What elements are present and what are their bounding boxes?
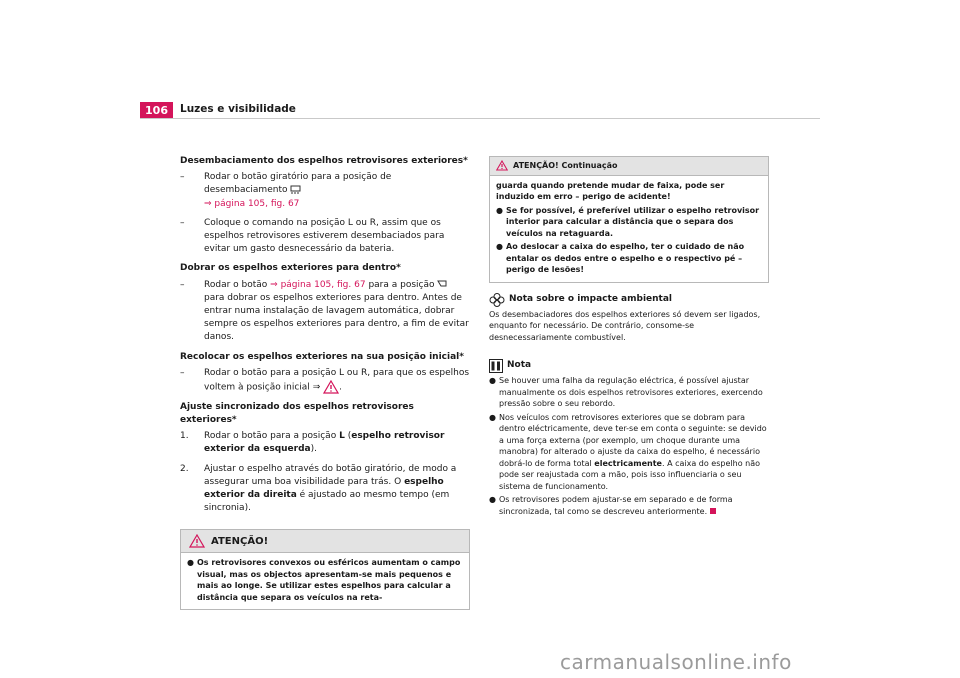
sync-step-2: 2. Ajustar o espelho através do botão giratório, de modo a assegurar uma boa visibilidade para trás. O espelho exterior da direita é ajustado ao mesmo tempo (em sincronia). [180,463,457,514]
note-heading: Nota [489,359,769,373]
env-note-text: Os desembaciadores dos espelhos exteriores só devem ser ligados, enquanto for necessário. De contrário, consome-se desnecessariamente combustível. [489,309,761,342]
link-page-105-fold[interactable]: página 105, fig. 67 [280,279,366,290]
left-column [180,155,470,610]
heading-fold: Dobrar os espelhos exteriores para dentro* [180,263,401,274]
page-number: 106 [140,102,173,119]
section-title: Luzes e visibilidade [180,103,296,115]
warning-continued-box [489,156,769,283]
flower-environment-icon [489,293,505,307]
env-note-heading: Nota sobre o impacte ambiental [489,293,769,307]
warning-box [180,529,470,610]
warning-triangle-icon [496,160,508,171]
fold-step: – Rodar o botão ⇒ página 105, fig. 67 para a posição para dobrar os espelhos exteriores para dentro. Antes de entrar numa instalação de lavagem automática, dobrar sempre os espelhos exteriores para dentro, a fim de evitar danos. [180,279,469,343]
header-divider [140,118,820,119]
warning-body: ● Os retrovisores convexos ou esféricos aumentam o campo visual, mas os objectos apresentam-se mais pequenos e mais ao longe. Se utilizar estes espelhos para calcular a distância que separa os veículos na reta- [181,553,469,609]
warning-continued-body: guarda quando pretende mudar de faixa, pode ser induzido em erro – perigo de acidente! ● Se for possível, é preferível utilizar o espelho retrovisor interior para calcular a distância que o separa dos veículos na retaguarda. ● Ao deslocar a caixa do espelho, ter o cuidado de não entalar os dedos entre o espelho e o respectivo pé – perigo de lesões! [490,176,768,282]
warning-triangle-icon [189,534,205,548]
warning-header: ATENÇÃO! [181,530,469,553]
fold-mirror-icon [437,279,448,289]
watermark: carmanualsonline.info [560,650,792,674]
warning-continued-header: ATENÇÃO! Continuação [490,157,768,176]
warning-triangle-icon [323,380,339,394]
demist-icon [290,185,301,195]
demist-step-1: – Rodar o botão giratório para a posição de desembaciamento ⇒ página 105, fig. 67 [180,172,392,209]
heading-sync: Ajuste sincronizado dos espelhos retrovisores exteriores* [180,401,414,425]
demist-step-2: – Coloque o comando na posição L ou R, assim que os espelhos retrovisores estiverem desembaciados para evitar um gasto desnecessário da bateria. [180,217,445,255]
info-icon [489,359,503,373]
link-page-105[interactable]: página 105, fig. 67 [214,198,300,209]
reset-step: – Rodar o botão para a posição L ou R, para que os espelhos voltem à posição inicial ⇒ . [180,367,470,393]
heading-reset: Recolocar os espelhos exteriores na sua posição inicial* [180,351,464,362]
end-marker [710,508,716,514]
sync-step-1: 1. Rodar o botão para a posição L (espelho retrovisor exterior da esquerda). [180,431,445,455]
right-column [489,156,769,519]
note-body: ● Se houver uma falha da regulação eléctrica, é possível ajustar manualmente os dois espelhos retrovisores exteriores, exercendo pressão sobre o seu rebordo. ● Nos veículos com retrovisores exteriores que se dobram para dentro eléctricamente, deve ter-se em conta o seguinte: se devido a uma força externa (por exemplo, um choque durante uma manobra) for alterado o ajuste da caixa do espelho, é necessário dobrá-lo de forma total electricamente. A caixa do espelho não pode ser reajustada com a mão, pois isso influenciaria o seu sistema de funcionamento. ● Os retrovisores podem ajustar-se em separado e de forma sincronizada, tal como se descreveu anteriormente. [489,376,767,516]
heading-demist: Desembaciamento dos espelhos retrovisores exteriores* [180,156,468,166]
